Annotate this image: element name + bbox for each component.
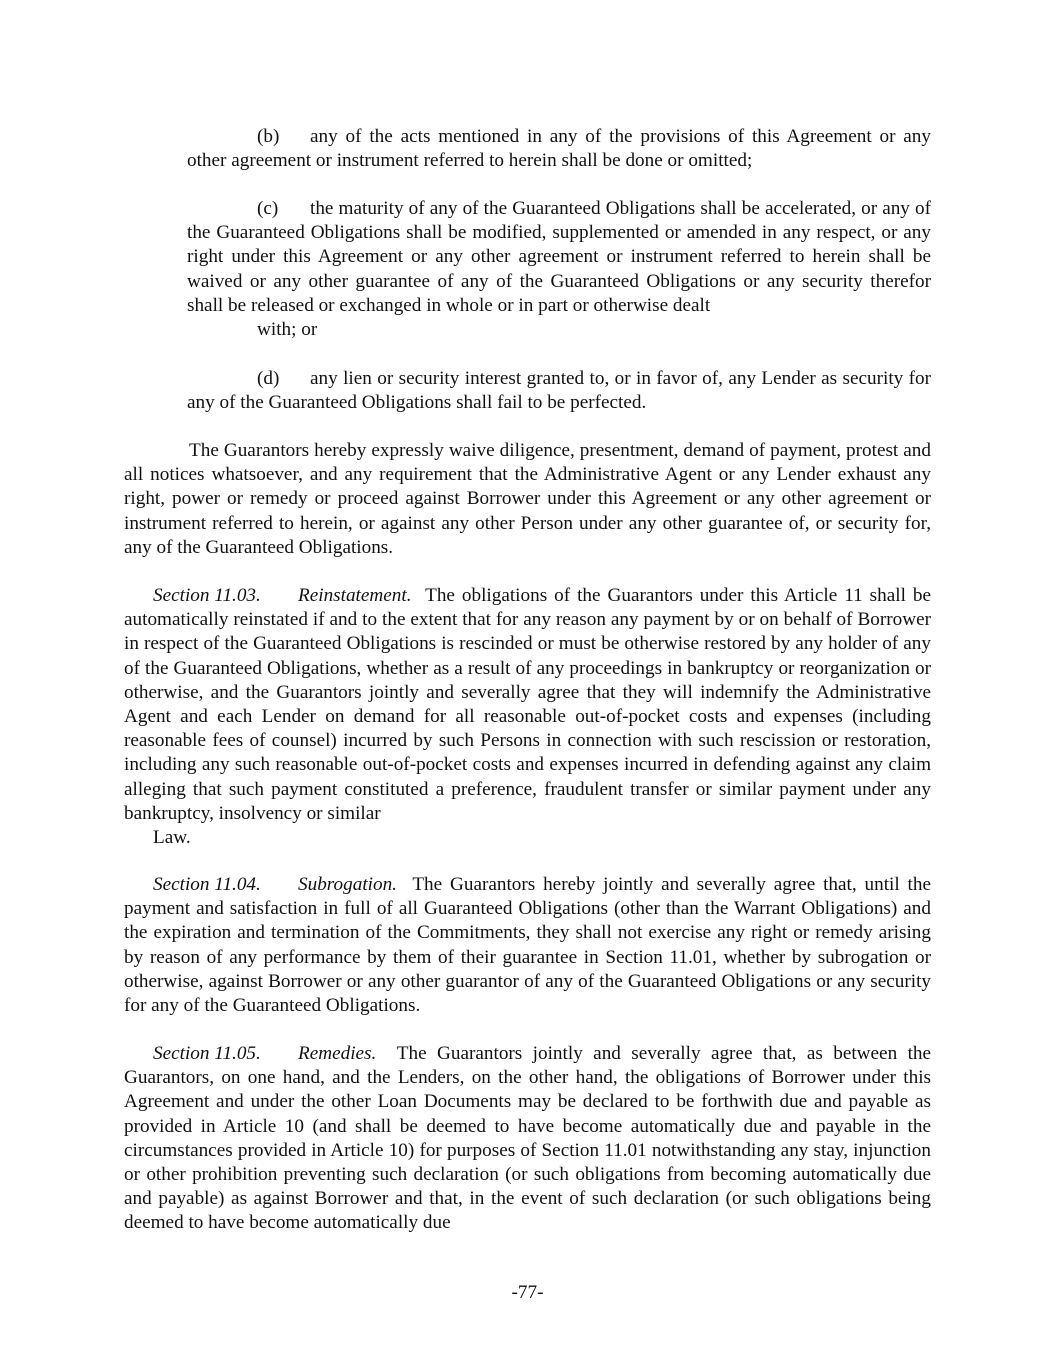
clause-d bbox=[187, 367, 931, 415]
section-text: The obligations of the Guarantors under this Article 11 shall be automatically reinstated if and to the extent that for any reason any payment by or on behalf of Borrower in respect of the Guaranteed Obligations is rescinded or must be otherwise restored by any holder of any of the Guaranteed Obligations, whether as a result of any proceedings in bankruptcy or reorganization or otherwise, and the Guarantors jointly and severally agree that they will indemnify the Administrative Agent and each Lender on demand for all reasonable out-of-pocket costs and expenses (including reasonable fees of counsel) incurred by such Persons in connection with such rescission or restoration, including any such reasonable out-of-pocket costs and expenses incurred in defending against any claim alleging that such payment constituted a preference, fraudulent transfer or similar payment under any bankruptcy, insolvency or similar bbox=[124, 585, 931, 824]
section-text: The Guarantors jointly and severally agree that, as between the Guarantors, on one hand, and the Lenders, on the other hand, the obligations of Borrower under this Agreement and under the other Loan Documents may be declared to be forthwith due and payable as provided in Article 10 (and shall be deemed to have become automatically due and payable in the circumstances provided in Article 10) for purposes of Section 11.01 notwithstanding any stay, injunction or other prohibition preventing such declaration (or such obligations from becoming automatically due and payable) as against Borrower and that, in the event of such declaration (or such obligations being deemed to have become automatically due bbox=[124, 1043, 932, 1234]
page-number: -77- bbox=[511, 1282, 544, 1303]
clause-label: (c) bbox=[257, 198, 279, 219]
clause-c bbox=[187, 197, 931, 342]
section-title: Remedies. bbox=[298, 1043, 377, 1064]
section-number: Section 11.04. bbox=[153, 874, 261, 895]
section-title: Reinstatement. bbox=[298, 585, 412, 606]
waiver-paragraph bbox=[124, 439, 931, 560]
section-number: Section 11.05. bbox=[153, 1043, 261, 1064]
clause-label: (b) bbox=[257, 126, 280, 147]
section-11-04 bbox=[124, 873, 931, 1018]
clause-b bbox=[187, 125, 931, 173]
clause-text: any lien or security interest granted to, or in favor of, any Lender as security for any of the Guaranteed Obligations shall fail to be perfected. bbox=[187, 368, 931, 414]
section-title: Subrogation. bbox=[298, 874, 397, 895]
waiver-text: The Guarantors hereby expressly waive diligence, presentment, demand of payment, protest and all notices whatsoever, and any requirement that the Administrative Agent or any Lender exhaust any right, power or remedy or proceed against Borrower under this Agreement or any other agreement or instrument referred to herein, or against any other Person under any other guarantee of, or security for, any of the Guaranteed Obligations. bbox=[124, 440, 931, 558]
clause-text-last-line: with; or bbox=[257, 319, 318, 341]
clause-text: any of the acts mentioned in any of the provisions of this Agreement or any other agreement or instrument referred to herein shall be done or omitted; bbox=[187, 126, 931, 172]
section-text: The Guarantors hereby jointly and severally agree that, until the payment and satisfaction in full of all Guaranteed Obligations (other than the Warrant Obligations) and the expiration and termination of the Commitments, they shall not exercise any right or remedy arising by reason of any performance by them of their guarantee in Section 11.01, whether by subrogation or otherwise, against Borrower or any other guarantor of any of the Guaranteed Obligations or any security for any of the Guaranteed Obligations. bbox=[124, 874, 931, 1017]
section-text-last-line: Law. bbox=[153, 827, 191, 849]
section-11-05 bbox=[124, 1042, 931, 1236]
clause-text: the maturity of any of the Guaranteed Obligations shall be accelerated, or any of the Guaranteed Obligations shall be modified, supplemented or amended in any respect, or any right under this Agreement or any other agreement or instrument referred to herein shall be waived or any other guarantee of any of the Guaranteed Obligations or any security therefor shall be released or exchanged in whole or in part or otherwise dealt bbox=[187, 198, 931, 316]
section-number: Section 11.03. bbox=[153, 585, 261, 606]
section-11-03 bbox=[124, 584, 931, 850]
clause-label: (d) bbox=[257, 368, 280, 389]
